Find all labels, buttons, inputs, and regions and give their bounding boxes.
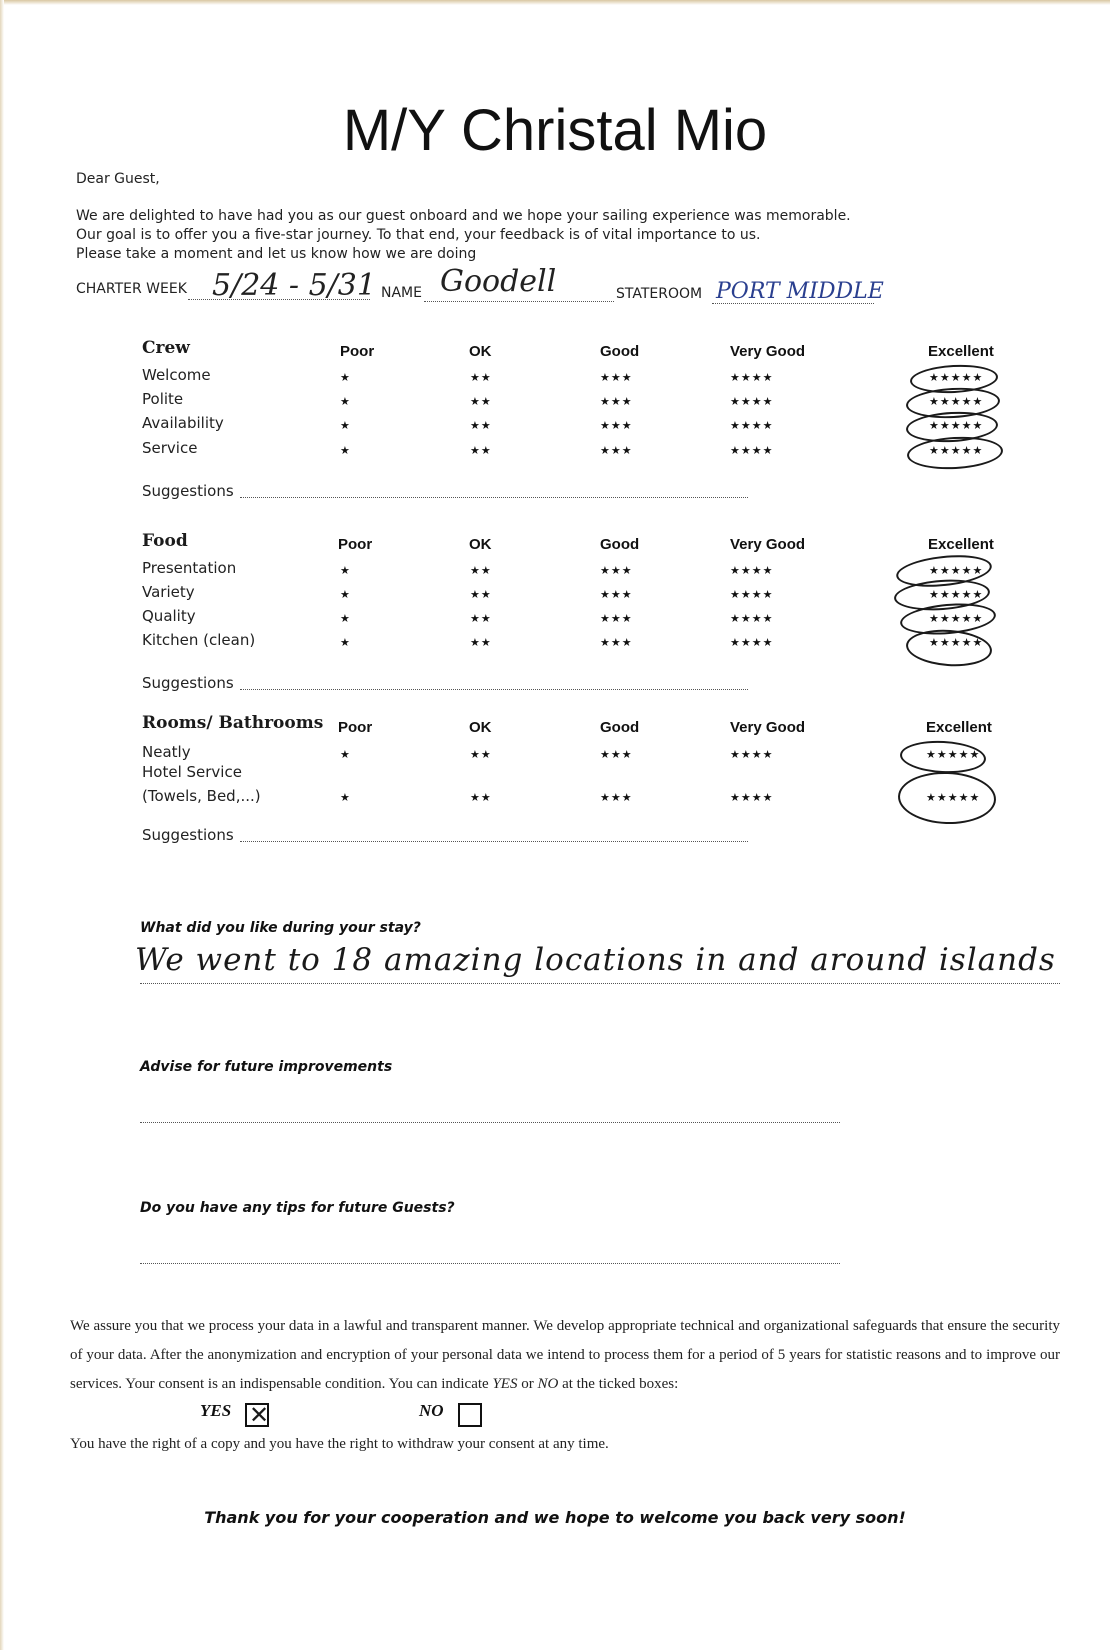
rating-good[interactable]: ★★★ xyxy=(600,564,633,577)
rating-good[interactable]: ★★★ xyxy=(600,419,633,432)
tips-line[interactable] xyxy=(140,1262,840,1264)
rating-poor[interactable]: ★ xyxy=(340,791,351,804)
section-title-rooms: Rooms/ Bathrooms xyxy=(142,713,324,733)
rating-ok[interactable]: ★★ xyxy=(470,748,492,761)
rating-very-good[interactable]: ★★★★ xyxy=(730,419,774,432)
col-very-good: Very Good xyxy=(730,719,806,736)
charter-week-label: CHARTER WEEK xyxy=(76,281,187,297)
row-label-presentation: Presentation xyxy=(142,559,237,577)
rating-good[interactable]: ★★★ xyxy=(600,444,633,457)
row-label-polite: Polite xyxy=(142,390,184,408)
rating-good[interactable]: ★★★ xyxy=(600,636,633,649)
consent-no-checkbox[interactable] xyxy=(458,1403,482,1427)
col-good: Good xyxy=(600,343,640,360)
check-mark-icon: ✕ xyxy=(248,1401,270,1429)
rating-ok[interactable]: ★★ xyxy=(470,791,492,804)
rating-excellent[interactable]: ★★★★★ xyxy=(926,791,981,804)
rating-very-good[interactable]: ★★★★ xyxy=(730,636,774,649)
rating-very-good[interactable]: ★★★★ xyxy=(730,748,774,761)
selected-circle xyxy=(905,627,993,669)
col-poor: Poor xyxy=(340,343,375,360)
rating-ok[interactable]: ★★ xyxy=(470,371,492,384)
col-ok: OK xyxy=(469,719,492,736)
legal-yes-word: YES xyxy=(492,1376,518,1392)
row-label-availability: Availability xyxy=(142,414,224,432)
name-value[interactable]: Goodell xyxy=(440,264,557,299)
row-label-quality: Quality xyxy=(142,607,196,625)
rating-excellent[interactable]: ★★★★★ xyxy=(929,444,984,457)
rating-ok[interactable]: ★★ xyxy=(470,612,492,625)
rating-poor[interactable]: ★ xyxy=(340,612,351,625)
suggestions-line-food[interactable] xyxy=(240,688,748,690)
consent-yes-checkbox[interactable] xyxy=(245,1403,269,1427)
rating-good[interactable]: ★★★ xyxy=(600,791,633,804)
col-good: Good xyxy=(600,536,640,553)
rating-very-good[interactable]: ★★★★ xyxy=(730,371,774,384)
suggestions-label-crew: Suggestions xyxy=(142,482,234,500)
intro-line-3: Please take a moment and let us know how we are doing xyxy=(76,246,477,262)
improvements-line[interactable] xyxy=(140,1121,840,1123)
rating-poor[interactable]: ★ xyxy=(340,564,351,577)
rating-very-good[interactable]: ★★★★ xyxy=(730,444,774,457)
col-poor: Poor xyxy=(338,719,373,736)
col-good: Good xyxy=(600,719,640,736)
rating-excellent[interactable]: ★★★★★ xyxy=(929,419,984,432)
col-excellent: Excellent xyxy=(928,343,994,360)
rating-poor[interactable]: ★ xyxy=(340,636,351,649)
rights-text: You have the right of a copy and you have the right to withdraw your consent at any time. xyxy=(70,1436,609,1452)
greeting: Dear Guest, xyxy=(76,171,160,187)
page-title: M/Y Christal Mio xyxy=(342,98,768,163)
rating-poor[interactable]: ★ xyxy=(340,419,351,432)
col-ok: OK xyxy=(469,343,492,360)
closing-text: Thank you for your cooperation and we hope to welcome you back very soon! xyxy=(204,1508,906,1527)
rating-excellent[interactable]: ★★★★★ xyxy=(926,748,981,761)
rating-excellent[interactable]: ★★★★★ xyxy=(929,564,984,577)
rating-good[interactable]: ★★★ xyxy=(600,748,633,761)
paper-edge xyxy=(0,0,1110,5)
rating-good[interactable]: ★★★ xyxy=(600,588,633,601)
rating-ok[interactable]: ★★ xyxy=(470,636,492,649)
rating-ok[interactable]: ★★ xyxy=(470,444,492,457)
rating-very-good[interactable]: ★★★★ xyxy=(730,612,774,625)
answer-liked[interactable]: We went to 18 amazing locations in and around islands xyxy=(135,942,1056,978)
suggestions-line-crew[interactable] xyxy=(240,496,748,498)
paper-edge-left xyxy=(0,0,4,1650)
rating-good[interactable]: ★★★ xyxy=(600,612,633,625)
row-label-welcome: Welcome xyxy=(142,366,211,384)
rating-excellent[interactable]: ★★★★★ xyxy=(929,588,984,601)
legal-no-word: NO xyxy=(537,1376,559,1392)
stateroom-label: STATEROOM xyxy=(616,286,703,302)
rating-good[interactable]: ★★★ xyxy=(600,371,633,384)
consent-yes-label: YES xyxy=(200,1401,232,1420)
suggestions-line-rooms[interactable] xyxy=(240,840,748,842)
intro-line-2: Our goal is to offer you a five-star journey. To that end, your feedback is of vital importance to us. xyxy=(76,227,761,243)
rating-poor[interactable]: ★ xyxy=(340,748,351,761)
rating-poor[interactable]: ★ xyxy=(340,395,351,408)
row-label-kitchen: Kitchen (clean) xyxy=(142,631,256,649)
charter-week-value[interactable]: 5/24 - 5/31 xyxy=(212,268,376,303)
section-title-food: Food xyxy=(142,531,188,551)
rating-excellent[interactable]: ★★★★★ xyxy=(929,636,984,649)
rating-ok[interactable]: ★★ xyxy=(470,395,492,408)
rating-very-good[interactable]: ★★★★ xyxy=(730,588,774,601)
suggestions-label-food: Suggestions xyxy=(142,674,234,692)
selected-circle xyxy=(906,435,1004,472)
rating-excellent[interactable]: ★★★★★ xyxy=(929,395,984,408)
legal-text: We assure you that we process your data in a lawful and transparent manner. We develop appropriate technical and organizational safeguards that ensure the security of your data. After the anonymization and encryption of your personal data we intend to process them for a period of 5 years for statistic reasons and to improve our services. Your consent is an indispensable condition. You can indicate YES or NO at the ticked boxes: xyxy=(70,1318,1060,1392)
intro-line-1: We are delighted to have had you as our guest onboard and we hope your sailing experience was memorable. xyxy=(76,208,851,224)
name-label: NAME xyxy=(381,285,422,301)
rating-ok[interactable]: ★★ xyxy=(470,588,492,601)
stateroom-value[interactable]: PORT MIDDLE xyxy=(716,279,884,304)
row-label-neatly: Neatly xyxy=(142,743,191,761)
rating-ok[interactable]: ★★ xyxy=(470,564,492,577)
question-liked: What did you like during your stay? xyxy=(140,920,421,936)
question-tips: Do you have any tips for future Guests? xyxy=(140,1200,455,1216)
question-improvements: Advise for future improvements xyxy=(140,1059,393,1075)
rating-excellent[interactable]: ★★★★★ xyxy=(929,612,984,625)
suggestions-label-rooms: Suggestions xyxy=(142,826,234,844)
consent-no-label: NO xyxy=(419,1401,444,1420)
rating-poor[interactable]: ★ xyxy=(340,444,351,457)
section-title-crew: Crew xyxy=(142,338,190,358)
rating-poor[interactable]: ★ xyxy=(340,371,351,384)
rating-poor[interactable]: ★ xyxy=(340,588,351,601)
row-label-variety: Variety xyxy=(142,583,195,601)
col-very-good: Very Good xyxy=(730,343,806,360)
col-ok: OK xyxy=(469,536,492,553)
rating-good[interactable]: ★★★ xyxy=(600,395,633,408)
rating-very-good[interactable]: ★★★★ xyxy=(730,564,774,577)
row-label-hotel-service: Hotel Service xyxy=(142,763,242,781)
rating-very-good[interactable]: ★★★★ xyxy=(730,395,774,408)
row-label-towels-bed: (Towels, Bed,...) xyxy=(142,787,261,805)
row-label-service: Service xyxy=(142,439,198,457)
rating-ok[interactable]: ★★ xyxy=(470,419,492,432)
rating-very-good[interactable]: ★★★★ xyxy=(730,791,774,804)
rating-excellent[interactable]: ★★★★★ xyxy=(929,371,984,384)
selected-circle xyxy=(899,739,987,775)
col-excellent: Excellent xyxy=(928,536,994,553)
selected-circle xyxy=(897,770,997,825)
col-very-good: Very Good xyxy=(730,536,806,553)
col-poor: Poor xyxy=(338,536,373,553)
col-excellent: Excellent xyxy=(926,719,992,736)
